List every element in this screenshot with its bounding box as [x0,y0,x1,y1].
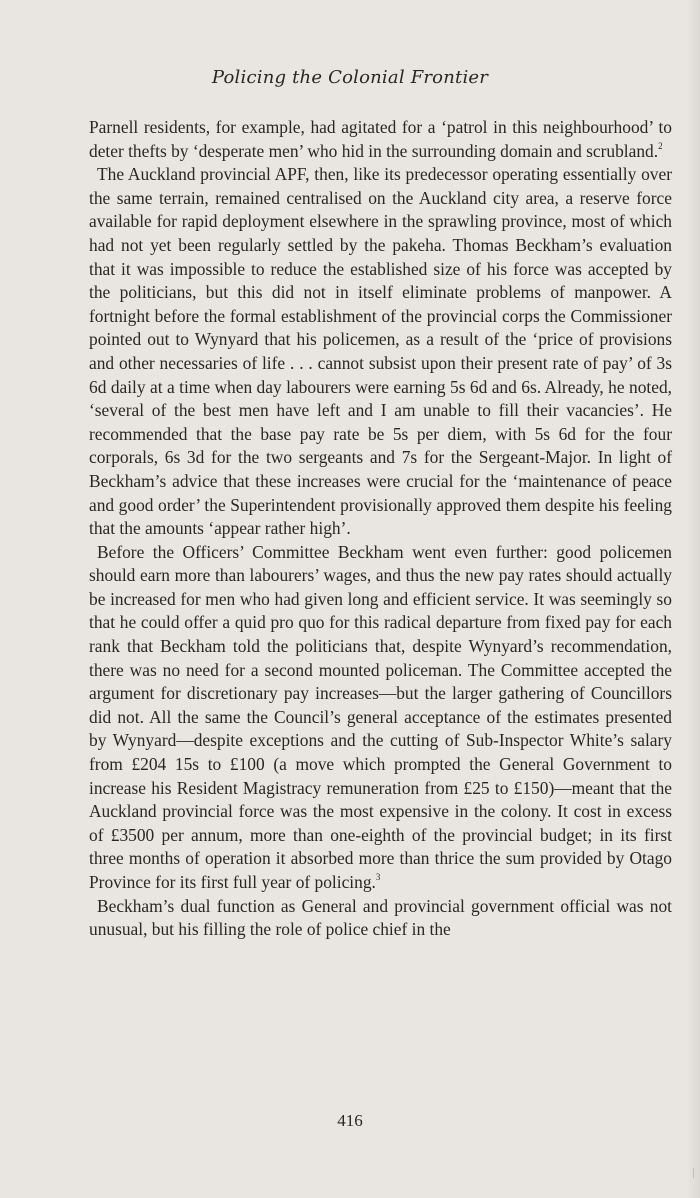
paragraph-1-text: Parnell residents, for example, had agitated for a ‘patrol in this neighbourhood’ to deter thefts by ‘desperate men’ who hid in the surrounding domain and scrubland. [89,117,672,161]
running-head: Policing the Colonial Frontier [211,67,489,88]
footnote-marker-3: 3 [375,872,381,882]
page-number: 416 [337,1111,363,1130]
paragraph-2-text: The Auckland provincial APF, then, like its predecessor operating essentially over the same terrain, remained centralised on the Auckland city area, a reserve force available for rapid deployment elsewhere in the sprawling province, most of which had not yet been regularly settled by the pakeha. Thomas Beckham’s evaluation that it was impossible to reduce the established size of his force was accepted by the politicians, but this did not in itself eliminate problems of manpower. A fortnight before the formal establishment of the provincial corps the Commissioner pointed out to Wynyard that his policemen, as a result of the ‘price of provisions and other necessaries of life . . . cannot subsist upon their present rate of pay’ of 3s 6d daily at a time when day labourers were earning 5s 6d and 6s. Already, he noted, ‘several of the best men have left and I am unable to fill their vacancies’. He recommended that the base pay rate be 5s per diem, with 5s 6d for the four corporals, 6s 3d for the two sergeants and 7s for the Sergeant-Major. In light of Beckham’s advice that these increases were crucial for the ‘maintenance of peace and good order’ the Superintendent provisionally approved them despite his feeling that the amounts ‘appear rather high’. [89,164,672,539]
paragraph-4-text: Beckham’s dual function as General and provincial government official was not unusual, but his filling the role of police chief in the [89,895,672,940]
page-edge-mark [687,1168,694,1178]
paragraph-3 [89,541,672,895]
paragraph-2 [89,163,672,541]
paragraph-1 [89,116,672,163]
page-edge-shadow [686,0,700,1198]
body-text [89,116,672,942]
paragraph-4 [89,895,672,942]
footnote-marker-2: 2 [658,140,663,151]
paragraph-3-text: Before the Officers’ Committee Beckham went even further: good policemen should earn more than labourers’ wages, and thus the new pay rates should actually be increased for men who had given long and efficient service. It was seemingly so that he could offer a quid pro quo for this radical departure from fixed pay for each rank that Beckham told the politicians that, despite Wynyard’s recommendation, there was no need for a second mounted policeman. The Committee accepted the argument for discretionary pay increases—but the larger gathering of Councillors did not. All the same the Council’s general acceptance of the estimates presented by Wynyard—despite exceptions and the cutting of Sub-Inspector White’s salary from £204 15s to £100 (a move which prompted the General Government to increase his Resident Magistracy remuneration from £25 to £150)—meant that the Auckland provincial force was the most expensive in the colony. It cost in excess of £3500 per annum, more than one-eighth of the provincial budget; in its first three months of operation it absorbed more than thrice the sum provided by Otago Province for its first full year of policing. [89,541,672,892]
